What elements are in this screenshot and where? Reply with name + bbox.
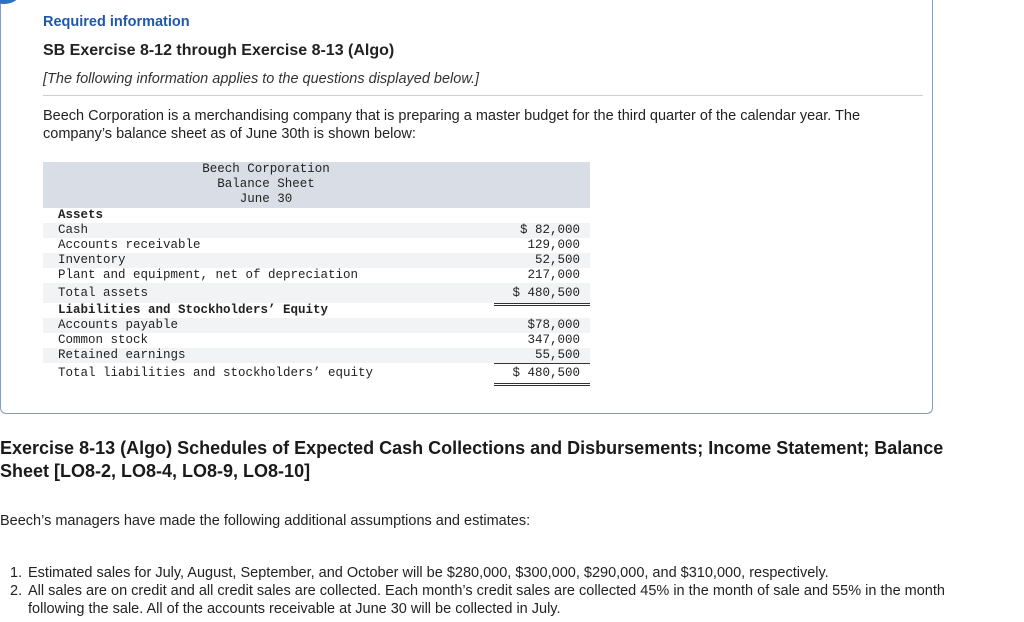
row-value: 217,000 bbox=[527, 268, 580, 282]
row-label: Plant and equipment, net of depreciation bbox=[58, 268, 359, 282]
required-information-title: Required information bbox=[43, 14, 190, 30]
question-badge-icon bbox=[0, 0, 21, 4]
assets-heading: Assets bbox=[58, 208, 104, 222]
row-label: Retained earnings bbox=[58, 348, 186, 362]
exercise-series-title: SB Exercise 8-12 through Exercise 8-13 (Algo) bbox=[43, 42, 395, 59]
company-name: Beech Corporation bbox=[202, 162, 330, 176]
row-label: Accounts receivable bbox=[58, 238, 201, 252]
total-liabilities-value: $ 480,500 bbox=[512, 366, 580, 380]
list-text: All sales are on credit and all credit sales are collected. Each month’s credit sales are collected 45% in the month of sale and 55% in the month following the sale. All of the accounts receivable at June 30 will be collected in July. bbox=[28, 583, 945, 617]
list-number: 2. bbox=[10, 583, 23, 599]
total-liabilities-row bbox=[43, 363, 590, 383]
total-assets-label: Total assets bbox=[58, 286, 149, 300]
row-value: 347,000 bbox=[527, 333, 580, 347]
list-text: Estimated sales for July, August, September, and October will be $280,000, $300,000, $290,000, and $310,000, respectively. bbox=[28, 565, 829, 581]
table-row bbox=[43, 333, 590, 348]
divider bbox=[43, 95, 923, 96]
row-value: $78,000 bbox=[527, 318, 580, 332]
balance-sheet-header bbox=[43, 162, 590, 208]
table-row bbox=[43, 348, 590, 363]
list-number: 1. bbox=[10, 565, 23, 581]
exercise-heading: Exercise 8-13 (Algo) Schedules of Expected Cash Collections and Disbursements; Income Statement; Balance Sheet [LO8-2, LO8-4, LO8-9, LO8-10] bbox=[0, 438, 944, 481]
row-value: 129,000 bbox=[527, 238, 580, 252]
total-assets-row bbox=[43, 283, 590, 303]
total-assets-value: $ 480,500 bbox=[512, 286, 580, 300]
balance-sheet-table bbox=[43, 162, 590, 383]
statement-name: Balance Sheet bbox=[217, 177, 315, 191]
row-label: Cash bbox=[58, 223, 89, 237]
table-row bbox=[43, 318, 590, 333]
liabilities-heading: Liabilities and Stockholders’ Equity bbox=[58, 303, 329, 317]
row-label: Inventory bbox=[58, 253, 126, 267]
row-value: 52,500 bbox=[534, 253, 580, 267]
assumptions-intro: Beech’s managers have made the following additional assumptions and estimates: bbox=[0, 513, 531, 529]
row-label: Accounts payable bbox=[58, 318, 179, 332]
row-label: Common stock bbox=[58, 333, 149, 347]
assets-heading-row bbox=[43, 208, 590, 223]
intro-paragraph: Beech Corporation is a merchandising company that is preparing a master budget for the third quarter of the calendar year. The company’s balance sheet as of June 30th is shown below: bbox=[43, 108, 861, 142]
assumptions-list bbox=[0, 564, 1000, 618]
table-row bbox=[43, 268, 590, 283]
row-value: $ 82,000 bbox=[519, 223, 580, 237]
table-row bbox=[43, 223, 590, 238]
liabilities-heading-row bbox=[43, 303, 590, 318]
info-note: [The following information applies to the questions displayed below.] bbox=[43, 71, 480, 87]
table-row bbox=[43, 238, 590, 253]
list-item bbox=[0, 582, 1000, 618]
row-value: 55,500 bbox=[534, 348, 580, 362]
total-liabilities-label: Total liabilities and stockholders’ equity bbox=[58, 366, 374, 380]
list-item bbox=[0, 564, 1000, 582]
statement-date: June 30 bbox=[239, 192, 293, 206]
table-row bbox=[43, 253, 590, 268]
